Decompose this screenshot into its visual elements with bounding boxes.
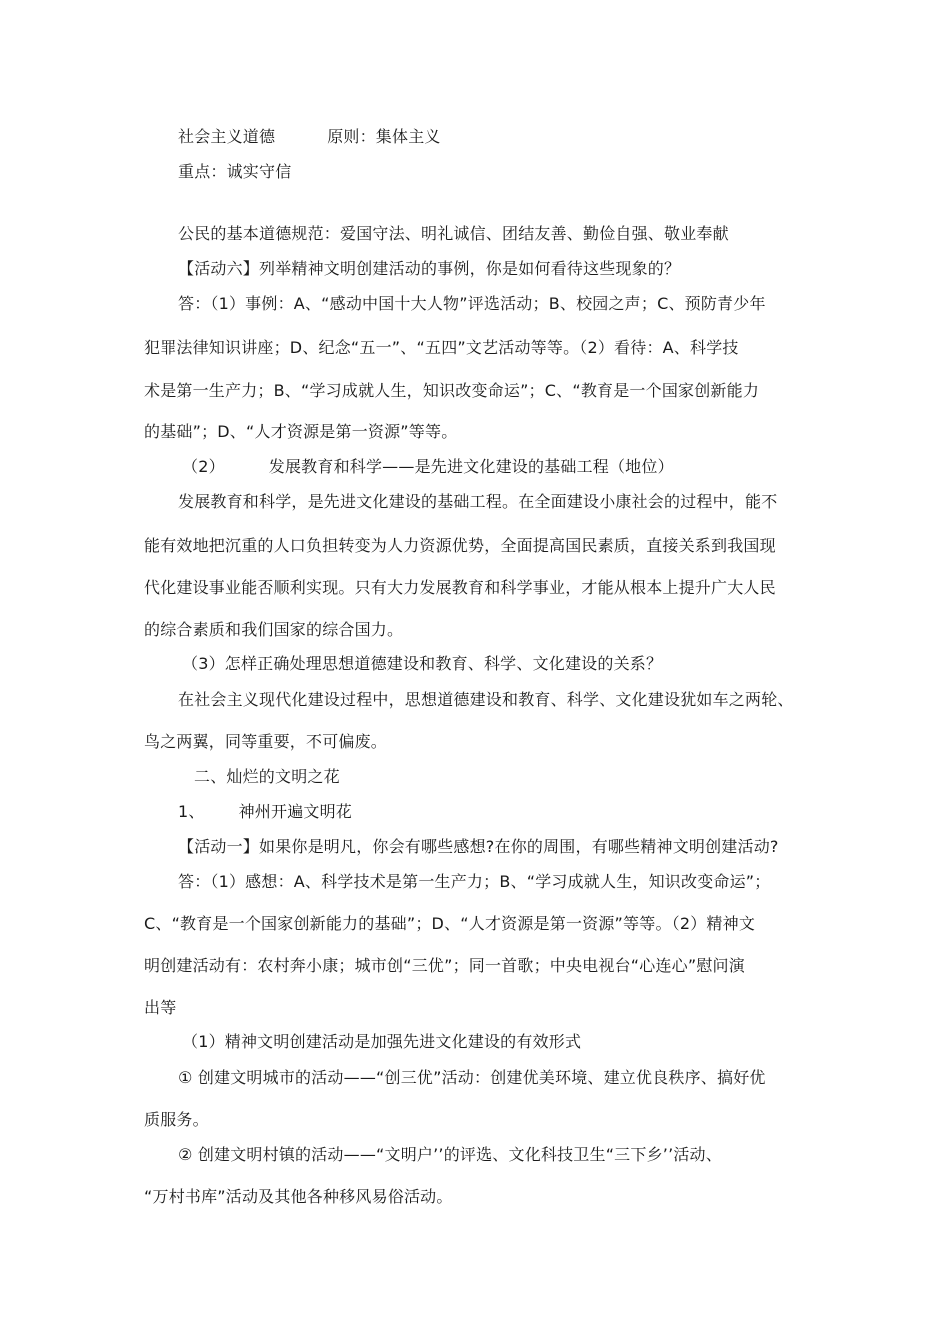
text-line-form-heading: （1）精神文明创建活动是加强先进文化建设的有效形式 xyxy=(182,1032,582,1051)
text-line-city-activity-1: ① 创建文明城市的活动——“创三优”活动：创建优美环境、建立优良秩序、搞好优 xyxy=(178,1068,766,1087)
text-principle-collectivism: 原则：集体主义 xyxy=(327,127,441,146)
text-line-section-3-heading: （3）怎样正确处理思想道德建设和教育、科学、文化建设的关系？ xyxy=(182,654,663,673)
text-line-paragraph-2: 能有效地把沉重的人口负担转变为人力资源优势，全面提高国民素质，直接关系到我国现 xyxy=(144,536,776,555)
text-line-answer-1: 答：（1）事例：A、“感动中国十大人物”评选活动；B、校园之声；C、预防青少年 xyxy=(178,294,766,313)
text-line-answer-b1: 答：（1）感想：A、科学技术是第一生产力；B、“学习成就人生，知识改变命运”； xyxy=(178,872,771,891)
text-line-relation-2: 鸟之两翼，同等重要，不可偏废。 xyxy=(144,732,388,751)
text-line-answer-2: 犯罪法律知识讲座；D、纪念“五一”、“五四”文艺活动等等。（2）看待：A、科学技 xyxy=(144,338,739,357)
text-line-chapter-heading: 二、灿烂的文明之花 xyxy=(194,767,340,786)
text-line-answer-b4: 出等 xyxy=(144,998,177,1017)
text-line-answer-b3: 明创建活动有：农村奔小康；城市创“三优”；同一首歌；中央电视台“心连心”慰问演 xyxy=(144,956,745,975)
text-subsection-title: 神州开遍文明花 xyxy=(238,802,352,821)
text-line-village-activity-2: “万村书库”活动及其他各种移风易俗活动。 xyxy=(144,1187,453,1206)
text-line-key-point: 重点：诚实守信 xyxy=(178,162,292,181)
text-line-section-2-heading xyxy=(182,457,674,477)
text-section-title: 发展教育和科学——是先进文化建设的基础工程（地位） xyxy=(268,457,674,476)
text-line-paragraph-3: 代化建设事业能否顺利实现。只有大力发展教育和科学事业，才能从根本上提升广大人民 xyxy=(144,578,776,597)
text-line-village-activity-1: ② 创建文明村镇的活动——“文明户’’的评选、文化科技卫生“三下乡’’活动、 xyxy=(178,1145,722,1164)
text-line-city-activity-2: 质服务。 xyxy=(144,1110,209,1129)
text-line-subsection-1 xyxy=(178,802,352,822)
text-subsection-number: 1、 xyxy=(178,802,205,821)
text-line-relation-1: 在社会主义现代化建设过程中，思想道德建设和教育、科学、文化建设犹如车之两轮、 xyxy=(178,690,794,709)
text-line-activity-one: 【活动一】如果你是明凡，你会有哪些感想?在你的周围，有哪些精神文明创建活动? xyxy=(178,837,779,856)
text-line-activity-six: 【活动六】列举精神文明创建活动的事例，你是如何看待这些现象的？ xyxy=(178,259,681,278)
text-line-moral-principle xyxy=(178,127,441,147)
text-section-number: （2） xyxy=(182,457,225,476)
text-line-citizen-norms: 公民的基本道德规范：爱国守法、明礼诚信、团结友善、勤俭自强、敬业奉献 xyxy=(178,224,729,243)
text-line-answer-3: 术是第一生产力；B、“学习成就人生，知识改变命运”；C、“教育是一个国家创新能力 xyxy=(144,381,760,400)
text-line-paragraph-4: 的综合素质和我们国家的综合国力。 xyxy=(144,620,404,639)
text-line-answer-b2: C、“教育是一个国家创新能力的基础”；D、“人才资源是第一资源”等等。（2）精神文 xyxy=(144,914,756,933)
text-line-answer-4: 的基础”；D、“人才资源是第一资源”等等。 xyxy=(144,422,458,441)
text-socialist-morality: 社会主义道德 xyxy=(178,127,276,146)
text-line-paragraph-1: 发展教育和科学，是先进文化建设的基础工程。在全面建设小康社会的过程中，能不 xyxy=(178,492,778,511)
